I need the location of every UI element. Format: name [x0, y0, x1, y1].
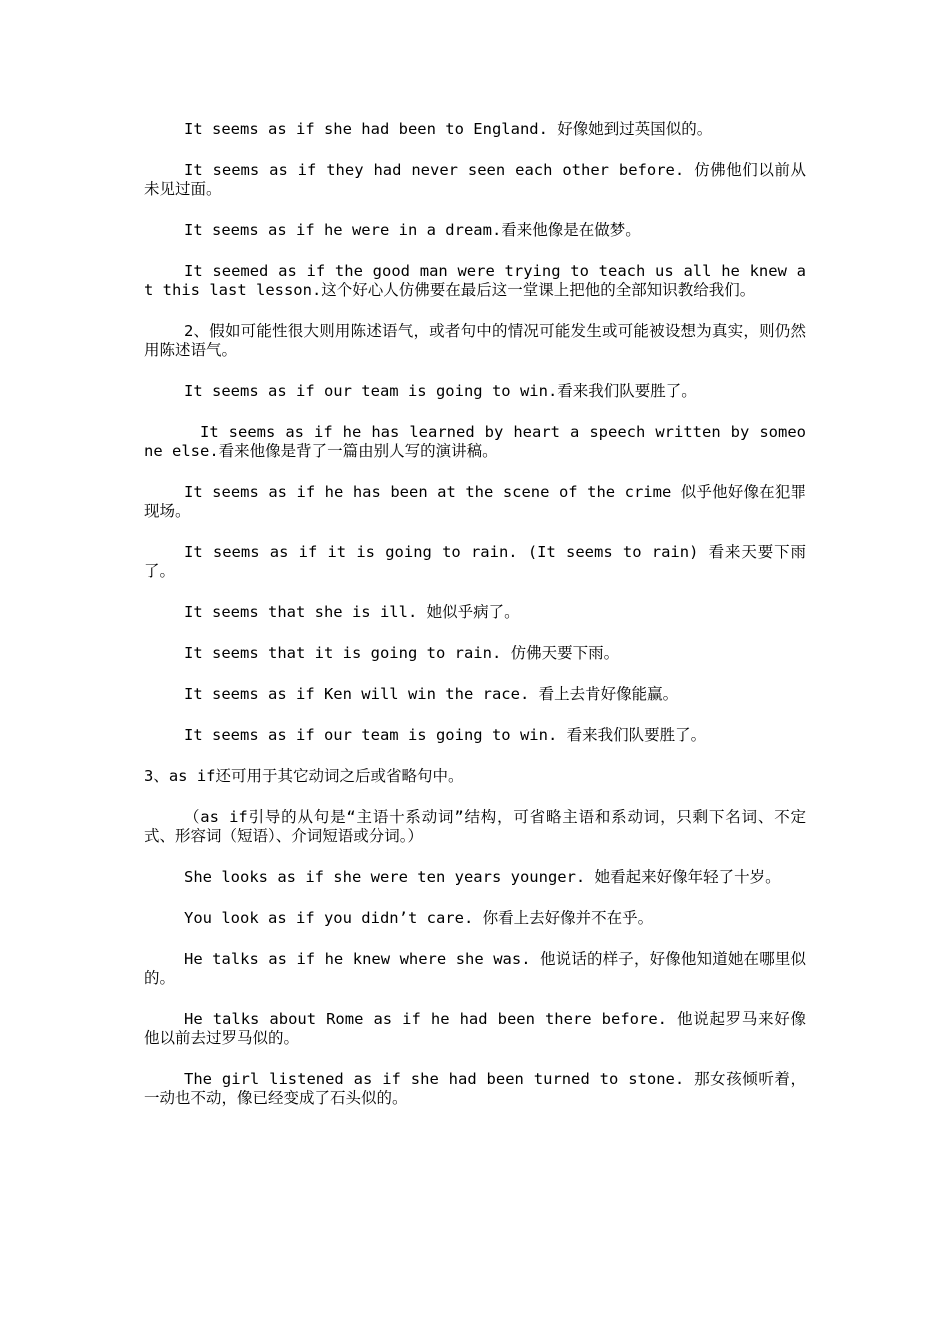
paragraph: He talks as if he knew where she was. 他说话的样子，好像他知道她在哪里似的。 [144, 950, 806, 987]
paragraph: It seems as if Ken will win the race. 看上去肯好像能赢。 [184, 685, 679, 703]
paragraph: It seems as if he has learned by heart a speech written by someone else.看来他像是背了一篇由别人写的演讲稿。 [144, 423, 806, 460]
note-paragraph: （as if引导的从句是“主语十系动词”结构，可省略主语和系动词，只剩下名词、不定式、形容词（短语）、介词短语或分词。） [144, 808, 806, 845]
paragraph: You look as if you didn’t care. 你看上去好像并不在乎。 [184, 909, 654, 927]
paragraph: It seems that she is ill. 她似乎病了。 [184, 603, 520, 621]
paragraph: It seems as if our team is going to win.看来我们队要胜了。 [184, 382, 697, 400]
paragraph: It seems as if she had been to England. 好像她到过英国似的。 [184, 120, 713, 138]
paragraph: It seems that it is going to rain. 仿佛天要下雨。 [184, 644, 620, 662]
paragraph: The girl listened as if she had been turned to stone. 那女孩倾听着，一动也不动，像已经变成了石头似的。 [144, 1070, 806, 1107]
section-heading-2: 2、假如可能性很大则用陈述语气，或者句中的情况可能发生或可能被设想为真实，则仍然用陈述语气。 [144, 322, 806, 359]
document-page [144, 120, 806, 1130]
paragraph: She looks as if she were ten years younger. 她看起来好像年轻了十岁。 [184, 868, 781, 886]
paragraph: It seems as if he has been at the scene of the crime 似乎他好像在犯罪现场。 [144, 483, 806, 520]
paragraph: It seemed as if the good man were trying to teach us all he knew at this last lesson.这个好心人仿佛要在最后这一堂课上把他的全部知识教给我们。 [144, 262, 806, 299]
paragraph: It seems as if they had never seen each other before. 仿佛他们以前从未见过面。 [144, 161, 806, 198]
paragraph: He talks about Rome as if he had been there before. 他说起罗马来好像他以前去过罗马似的。 [144, 1010, 806, 1047]
paragraph: It seems as if our team is going to win. 看来我们队要胜了。 [184, 726, 707, 744]
paragraph: It seems as if he were in a dream.看来他像是在做梦。 [184, 221, 641, 239]
section-heading-3: 3、as if还可用于其它动词之后或省略句中。 [144, 767, 464, 785]
paragraph: It seems as if it is going to rain. (It seems to rain) 看来天要下雨了。 [144, 543, 806, 580]
